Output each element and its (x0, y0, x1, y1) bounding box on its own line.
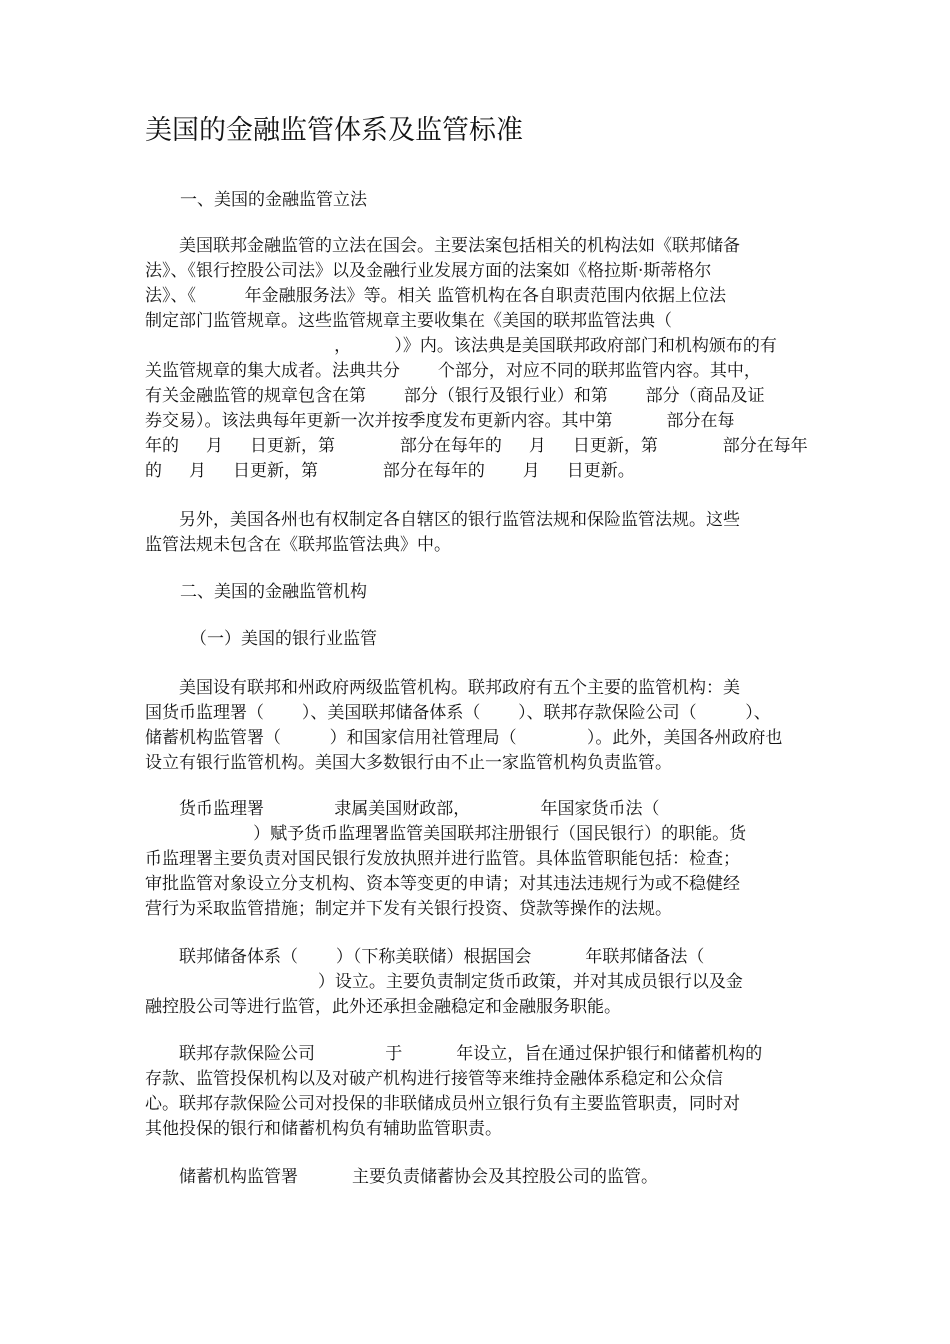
paragraph-agencies-overview (145, 676, 810, 776)
paragraph-line: 币监理署主要负责对国民银行发放执照并进行监管。具体监管职能包括：检查； (145, 849, 740, 869)
paragraph-line: 设立有银行监管机构。美国大多数银行由不止一家监管机构负责监管。 (145, 753, 672, 773)
paragraph-line: 货币监理署 隶属美国财政部， 年国家货币法（ (179, 799, 660, 819)
paragraph-line: 存款、监管投保机构以及对破产机构进行接管等来维持金融体系稳定和公众信 (145, 1069, 723, 1089)
paragraph-line: ， ）》内。该法典是美国联邦政府部门和机构颁布的有 (145, 336, 777, 356)
paragraph-line: 法》、《 年金融服务法》等。相关 监管机构在各自职责范围内依据上位法 (145, 286, 727, 306)
section-heading-legislation: 一、美国的金融监管立法 (180, 190, 367, 210)
paragraph-line: 关监管规章的集大成者。法典共分 个部分，对应不同的联邦监管内容。其中， (145, 361, 761, 381)
paragraph-line: 国货币监理署（ ）、美国联邦储备体系（ ）、联邦存款保险公司（ ）、 (145, 703, 771, 723)
paragraph-line: 监管法规未包含在《联邦监管法典》中。 (145, 535, 451, 555)
paragraph-line: 年的 月 日更新，第 部分在每年的 月 日更新，第 部分在每年 (145, 436, 808, 456)
paragraph-legislation (145, 234, 810, 484)
paragraph-line: 营行为采取监管措施；制定并下发有关银行投资、贷款等操作的法规。 (145, 899, 672, 919)
paragraph-ots (145, 1165, 810, 1190)
paragraph-line: 另外，美国各州也有权制定各自辖区的银行监管法规和保险监管法规。这些 (179, 510, 740, 530)
paragraph-line: ）设立。主要负责制定货币政策，并对其成员银行以及金 (145, 972, 743, 992)
paragraph-line: 审批监管对象设立分支机构、资本等变更的申请；对其违法违规行为或不稳健经 (145, 874, 740, 894)
paragraph-line: 储蓄机构监管署 主要负责储蓄协会及其控股公司的监管。 (179, 1167, 659, 1187)
paragraph-line: 其他投保的银行和储蓄机构负有辅助监管职责。 (145, 1119, 502, 1139)
paragraph-fdic (145, 1042, 810, 1142)
subsection-heading-banking: （一）美国的银行业监管 (190, 629, 377, 649)
document-title: 美国的金融监管体系及监管标准 (145, 115, 523, 146)
paragraph-line: 美国设有联邦和州政府两级监管机构。联邦政府有五个主要的监管机构：美 (179, 678, 740, 698)
paragraph-line: 的 月 日更新，第 部分在每年的 月 日更新。 (145, 461, 635, 481)
paragraph-line: 有关金融监管的规章包含在第 部分（银行及银行业）和第 部分（商品及证 (145, 386, 765, 406)
paragraph-line: 融控股公司等进行监管，此外还承担金融稳定和金融服务职能。 (145, 997, 621, 1017)
paragraph-line: 心。联邦存款保险公司对投保的非联储成员州立银行负有主要监管职责，同时对 (145, 1094, 740, 1114)
paragraph-line: 券交易）。该法典每年更新一次并按季度发布更新内容。其中第 部分在每 (145, 411, 735, 431)
paragraph-state-regulation (145, 508, 810, 558)
paragraph-line: ）赋予货币监理署监管美国联邦注册银行（国民银行）的职能。货 (145, 824, 747, 844)
paragraph-line: 储蓄机构监管署（ ）和国家信用社管理局（ ）。此外，美国各州政府也 (145, 728, 783, 748)
paragraph-line: 美国联邦金融监管的立法在国会。主要法案包括相关的机构法如《联邦储备 (179, 236, 740, 256)
paragraph-line: 法》、《银行控股公司法》以及金融行业发展方面的法案如《格拉斯·斯蒂格尔 (145, 261, 712, 281)
paragraph-federal-reserve (145, 945, 810, 1020)
paragraph-line: 联邦存款保险公司 于 年设立，旨在通过保护银行和储蓄机构的 (179, 1044, 763, 1064)
paragraph-line: 联邦储备体系（ ）（下称美联储）根据国会 年联邦储备法（ (179, 947, 705, 967)
paragraph-line: 制定部门监管规章。这些监管规章主要收集在《美国的联邦监管法典（ (145, 311, 672, 331)
section-heading-agencies: 二、美国的金融监管机构 (180, 582, 367, 602)
paragraph-occ (145, 797, 810, 922)
